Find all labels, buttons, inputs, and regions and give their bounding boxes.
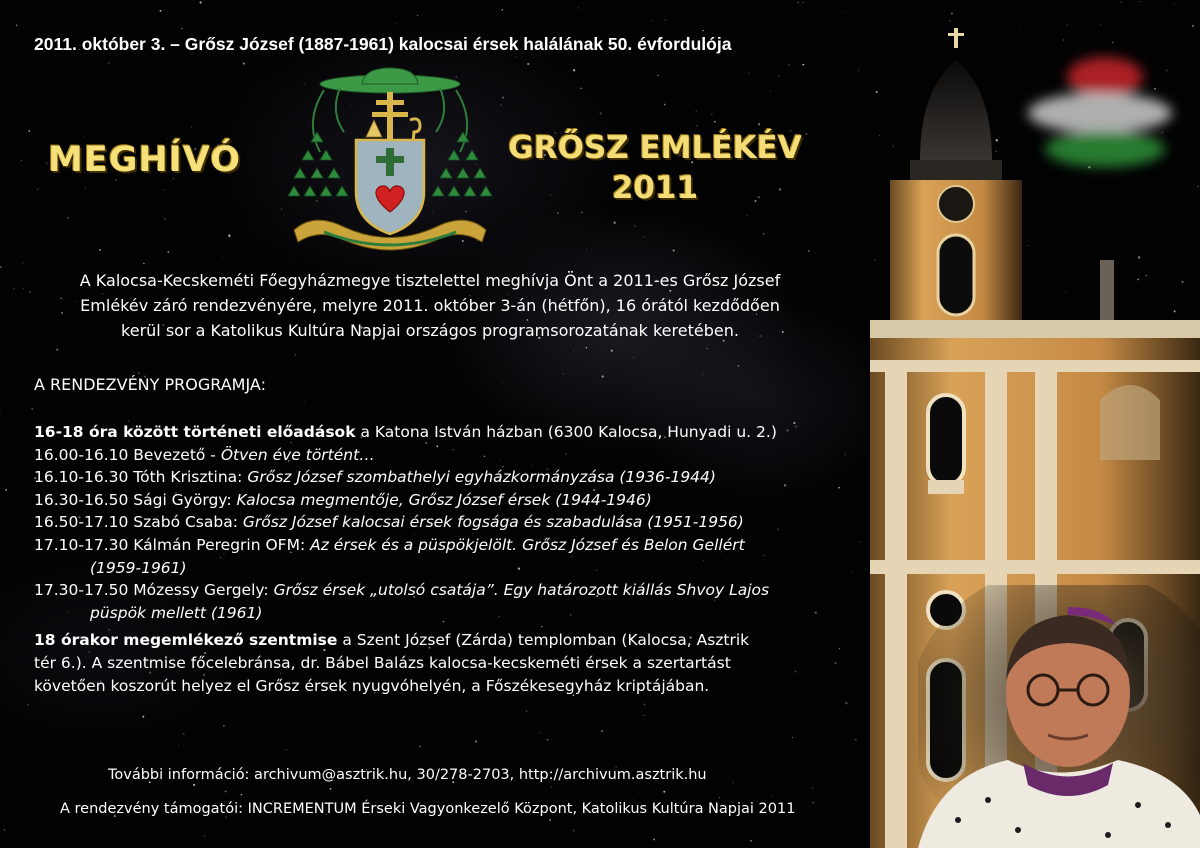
program-item [34, 489, 864, 512]
program-item-time: 16.50-17.10 Szabó Csaba: [34, 513, 238, 532]
intro-line-2: Emlékév záró rendezvényére, melyre 2011. október 3-án (hétfőn), 16 órától kezdődően [80, 296, 780, 315]
program-item-cont: püspök mellett (1961) [90, 603, 263, 622]
intro-line-1: A Kalocsa-Kecskeméti Főegyházmegye tisztelettel meghívja Önt a 2011-es Grősz József [79, 271, 781, 290]
program-section-lectures [34, 421, 864, 444]
program-item-title: Grősz József kalocsai érsek fogsága és szabadulása (1951-1956) [237, 513, 744, 532]
program-item-title: Ötven éve történt… [215, 445, 375, 464]
program-item [34, 534, 864, 557]
program-section-mass [34, 629, 864, 652]
coat-of-arms-icon [284, 62, 496, 256]
program-item-time: 16.30-16.50 Sági György: [34, 490, 232, 509]
program-list [34, 421, 864, 697]
program-item-title: Grősz érsek „utolsó csatája”. Egy határozott kiállás Shvoy Lajos [268, 581, 770, 600]
program-heading: A RENDEZVÉNY PROGRAMJA: [34, 375, 266, 394]
program-item-continuation [34, 557, 864, 580]
emlekev-line-2: 2011 [611, 170, 699, 206]
program-item-cont: (1959-1961) [90, 558, 187, 577]
program-item [34, 466, 864, 489]
section-lectures-bold: 16-18 óra között történeti előadások [34, 423, 356, 441]
sponsors-line: A rendezvény támogatói: INCREMENTUM Érseki Vagyonkezelő Központ, Katolikus Kultúra Napjai 2011 [60, 801, 796, 817]
section-mass-line3: követően koszorút helyez el Grősz érsek nyugvóhelyén, a Főszékesegyház kriptájában. [34, 676, 710, 695]
program-item-time: 17.10-17.30 Kálmán Peregrin OFM: [34, 535, 306, 554]
section-mass-bold: 18 órakor megemlékező szentmise [34, 631, 338, 650]
meghivo-heading: MEGHÍVÓ [48, 140, 242, 180]
section-mass-line2: tér 6.). A szentmise főcelebránsa, dr. Bábel Balázs kalocsa-kecskeméti érsek a szertartást [34, 653, 731, 672]
program-item-time: 16.00-16.10 Bevezető - [34, 445, 216, 464]
archbishop-portrait-icon [918, 585, 1200, 848]
program-item-title: Az érsek és a püspökjelölt. Grősz József és Belon Gellért [305, 535, 745, 554]
program-item-time: 17.30-17.50 Mózessy Gergely: [34, 581, 269, 600]
program-item-title: Grősz József szombathelyi egyházkormányzása (1936-1944) [242, 468, 716, 487]
program-item [34, 579, 864, 602]
emlekev-line-1: GRŐSZ EMLÉKÉV [508, 130, 802, 166]
program-item-title: Kalocsa megmentője, Grősz József érsek (1944-1946) [231, 490, 652, 509]
program-item-time: 16.10-16.30 Tóth Krisztina: [34, 468, 243, 487]
program-item-continuation [34, 602, 864, 625]
program-item [34, 444, 864, 467]
invitation-text [30, 268, 830, 343]
intro-line-3: kerül sor a Katolikus Kultúra Napjai országos programsorozatának keretében. [121, 321, 739, 340]
section-mass-line1: a Szent József (Zárda) templomban (Kalocsa, Asztrik [337, 631, 750, 650]
program-item [34, 511, 864, 534]
page-title: 2011. október 3. – Grősz József (1887-1961) kalocsai érsek halálának 50. évfordulója [34, 34, 732, 54]
section-lectures-rest: a Katona István házban (6300 Kalocsa, Hunyadi u. 2.) [355, 423, 777, 441]
emlekev-heading [500, 128, 810, 208]
contact-info: További információ: archivum@asztrik.hu, 30/278-2703, http://archivum.asztrik.hu [108, 767, 707, 783]
